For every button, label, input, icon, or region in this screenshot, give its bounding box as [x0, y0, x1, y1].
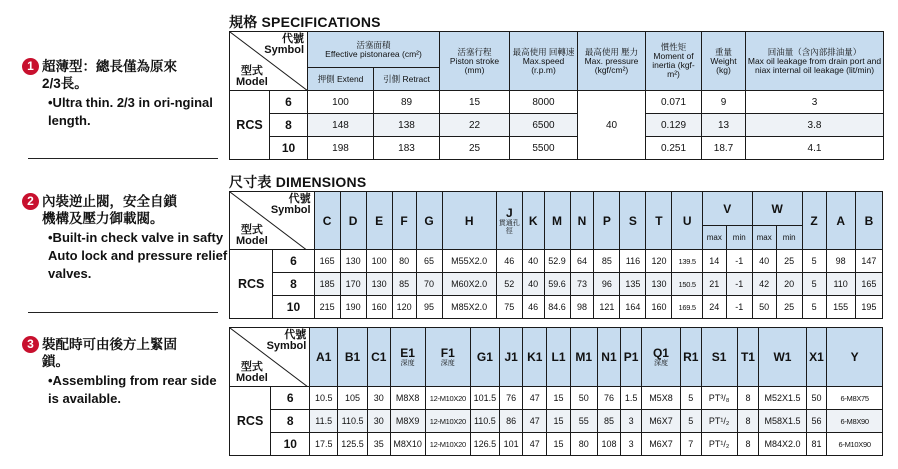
- feature-2-zh-line1: 內裝逆止閥，安全自鎖: [42, 194, 177, 209]
- specifications-table: [229, 31, 884, 160]
- feature-3-en: •Assembling from rear side is available.: [48, 373, 217, 406]
- header-moment-inertia: 慣性矩 Moment of inertia (kgf-m²): [646, 32, 702, 91]
- table-row: 8 11.5 110.5 30 M8X9 12-M10X20 110.5 86 47 15 55 85 3 M6X7 5 PT¹/₂ 8 M58X1.5 56 6-M8X90: [230, 410, 883, 433]
- table-row: 10 17.5 125.5 35 M8X10 12-M10X20 126.5 101 47 15 80 108 3 M6X7 7 PT¹/₂ 8 M84X2.0 81 6-M10X90: [230, 433, 883, 456]
- table-corner: 代號 Symbol 型式 Model: [230, 192, 315, 250]
- feature-1-zh-line1: 超薄型：總長僅為原來: [42, 59, 177, 74]
- model-cell: RCS: [230, 387, 271, 456]
- header-piston-stroke: 活塞行程 Piston stroke (mm): [440, 32, 510, 91]
- header-oil-leakage: 回油量（含內部排油量） Max oil leakage from drain port and niax internal oil leakage (lit/min): [746, 32, 884, 91]
- dimensions-title: 尺寸表 DIMENSIONS: [229, 174, 367, 190]
- table-corner: 代號 Symbol 型式 Model: [230, 328, 310, 387]
- model-cell: RCS: [230, 250, 273, 319]
- dimensions-table-2: 代號 Symbol 型式 Model A1 B1 C1 E1 深度 F1 深度 G1 J1 K1 L1 M1 N1 P1 Q1 深度 R1 S1 T1 W1 X1 Y RCS 6 10.5 105 30 M8X8 12-M10X20 101.5 76 47 15 50 76 1.5 M5X8 5 PT³/₈ 8 M52X1.5 50 6-M8X75 8 11.5 110.5 30 M8X9 12-M10X20 110.5 86 47 15 55 85 3 M6X7 5 PT¹/₂ 8 M58X1.5 56 6-M8X90 10 17.5 125.5 35 M8X10 12-M10X20 126.5 101 47 15 80 108 3 M6X7 7 PT¹/₂ 8 M84X2.0 81 6-M10X90: [229, 327, 883, 456]
- table-row: RCS 6 165 130 100 80 65 M55X2.0 46 40 52.9 64 85 116 120 139.5 14 -1 40 25 5 98 147: [230, 250, 883, 273]
- header-max-speed: 最高使用 回轉速 Max.speed (r.p.m): [510, 32, 578, 91]
- table-row: 10 198 183 25 5500 0.251 18.7 4.1: [230, 137, 884, 160]
- feature-divider: [28, 158, 218, 159]
- feature-3-zh-line2: 鎖。: [42, 354, 69, 369]
- table-row: 8 148 138 22 6500 0.129 13 3.8: [230, 114, 884, 137]
- number-2-badge: 2: [22, 193, 39, 210]
- feature-2-en: •Built-in check valve in safty Auto lock and pressure relief valves.: [48, 230, 228, 281]
- number-3-badge: 3: [22, 336, 39, 353]
- table-row: 8 185 170 130 85 70 M60X2.0 52 40 59.6 73 96 135 130 150.5 21 -1 42 20 5 110 165: [230, 273, 883, 296]
- number-1-badge: 1: [22, 58, 39, 75]
- specifications-title: 規格 SPECIFICATIONS: [229, 14, 381, 30]
- pressure-cell: 40: [578, 91, 646, 160]
- header-weight: 重量 Weight (kg): [702, 32, 746, 91]
- header-max-pressure: 最高使用 壓力 Max. pressure (kgf/cm²): [578, 32, 646, 91]
- table-corner: 代號 Symbol 型式 Model: [230, 32, 308, 91]
- feature-3: [22, 336, 222, 408]
- table-row: RCS 6 100 89 15 8000 40 0.071 9 3: [230, 91, 884, 114]
- feature-3-zh-line1: 裝配時可由後方上緊固: [42, 337, 177, 352]
- model-cell: RCS: [230, 91, 270, 160]
- header-retract: 引側 Retract: [374, 68, 440, 91]
- spec-header-row: [230, 32, 884, 68]
- table-row: 10 215 190 160 120 95 M85X2.0 75 46 84.6 98 121 164 160 169.5 24 -1 50 25 5 155 195: [230, 296, 883, 319]
- table-row: RCS 6 10.5 105 30 M8X8 12-M10X20 101.5 76 47 15 50 76 1.5 M5X8 5 PT³/₈ 8 M52X1.5 50 6-M8X75: [230, 387, 883, 410]
- dimensions-table: 代號 Symbol 型式 Model C D E F G H J 貫通孔徑 K M N P S T U V W Z A B max min max min RCS 6 165 130 100 80 65 M55X2.0 46 40 52.9 64 85 116 120 139.5 14 -1 40 25 5 98 147 8 185 170 130 85 70 M60X2.0 52 40 59.6 73 96 135 130 150.5 21 -1 42 20 5 110 165 10 215 190 160 120 95 M85X2.0 75 46 84.6 98 121 164 160 169.5 24 -1 50 25 5 155 195: [229, 191, 883, 319]
- feature-2-zh-line2: 機構及壓力御載閥。: [42, 211, 164, 226]
- header-extend: 押側 Extend: [308, 68, 374, 91]
- feature-1-en: •Ultra thin. 2/3 in ori-nginal length.: [48, 95, 213, 128]
- header-piston-area: 活塞面積 Effective pistonarea (cm²): [308, 32, 440, 68]
- feature-1-zh-line2: 2/3長。: [42, 76, 88, 91]
- feature-1: [22, 58, 222, 130]
- feature-2: [22, 193, 228, 283]
- feature-divider: [28, 312, 218, 313]
